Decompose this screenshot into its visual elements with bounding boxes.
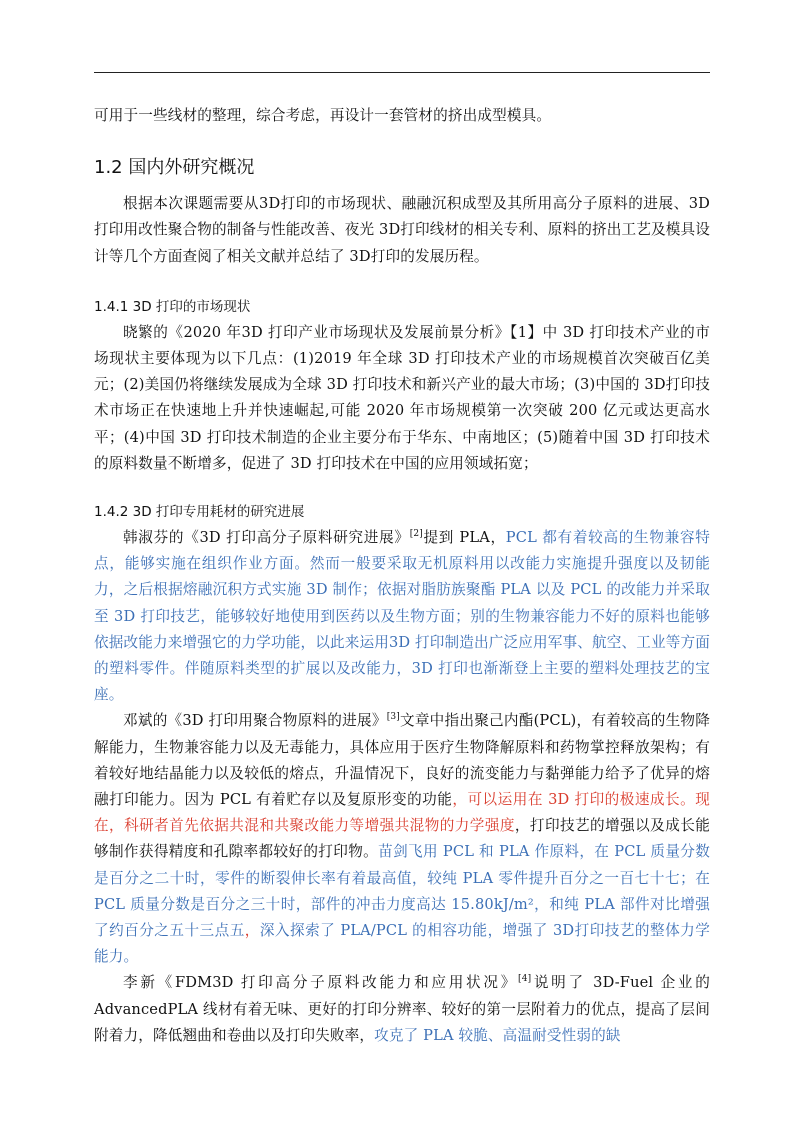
body-text: 提到 PLA， [422,529,506,547]
body-text: ，打印技艺的增强以及成长能够制作获得精度和孔隙率都较好的打印物。 [94,817,711,861]
highlighted-red-text: ，可以运用在 3D 打印的极速成长。现在，科研者首先依据共混和共聚改能力等增强共混物的力学强度 [94,791,710,835]
subsection-2-title: 1.4.2 3D 打印专用耗材的研究进展 [94,504,305,521]
document-body [94,103,710,1049]
highlighted-text: 攻克了 PLA 较脆、高温耐受性弱的缺 [374,1026,621,1044]
citation-ref-3: [3] [386,712,400,723]
intro-line: 可用于一些线材的整理，综合考虑，再设计一套管材的挤出成型模具。 [94,107,552,124]
highlighted-text: PCL 都有着较高的生物兼容特点，能够实施在组织作业方面。然而一般要采取无机原料用以改能力实施提升强度以及韧能力，之后根据熔融沉积方式实施 3D 制作；依据对脂肪族聚酯 PLA 以及 PCL 的改能力并采取至 3D 打印技艺，能够较好地使用到医药以及生物方面；别的生物兼容能力不好的原料也能够依据改能力来增强它的力学功能，以此来运用3D 打印制造出广泛应用军事、航空、工业等方面的塑料零件。伴随原料类型的扩展以及改能力，3D 打印也渐渐登上主要的塑料处理技艺的宝座。 [94,529,710,704]
highlighted-red-text: ， [244,922,260,940]
subsection-2-paragraph-2 [94,708,710,970]
citation-text: 李新《FDM3D 打印高分子原料改能力和应用状况》 [123,974,519,992]
highlighted-text: 深入探索了 PLA/PCL 的相容功能，增强了 3D打印技艺的整体力学能力。 [94,922,710,966]
section-paragraph: 根据本次课题需要从3D打印的市场现状、融融沉积成型及其所用高分子原料的进展、3D打印用改性聚合物的制备与性能改善、夜光 3D打印线材的相关专利、原料的挤出工艺及模具设计等几个方面查阅了相关文献并总结了 3D打印的发展历程。 [94,195,710,265]
citation-ref-2: [2] [409,529,423,540]
body-text: 说明了 3D-Fuel 企业的 AdvancedPLA 线材有着无味、更好的打印分辨率、较好的第一层附着力的优点，提高了层间附着力，降低翘曲和卷曲以及打印失败率， [94,974,711,1044]
header-rule [94,72,710,73]
body-text: 文章中指出聚己内酯(PCL)，有着较高的生物降解能力，生物兼容能力以及无毒能力，具体应用于医疗生物降解原料和药物掌控释放架构；有着较好地结晶能力以及较低的熔点，升温情况下，良好的流变能力与黏弹能力给予了优异的熔融打印能力。因为 PCL 有着贮存以及复原形变的功能 [94,712,710,809]
subsection-2-paragraph-3 [94,970,710,1049]
citation-ref-4: [4] [518,974,532,985]
highlighted-text: 苗剑飞用 PCL 和 PLA 作原料，在 PCL 质量分数是百分之二十时，零件的断裂伸长率有着最高值，较纯 PLA 零件提升百分之一百七十七；在 PCL 质量分数是百分之三十时，部件的冲击力度高达 15.80kJ/m²，和纯 PLA 部件对比增强了约百分之五十三点五 [94,843,710,940]
citation-text: 邓斌的《3D 打印用聚合物原料的进展》 [123,712,387,730]
subsection-2-paragraph-1 [94,525,710,708]
section-title: 1.2 国内外研究概况 [94,157,255,179]
subsection-1-title: 1.4.1 3D 打印的市场现状 [94,298,251,315]
citation-text: 韩淑芬的《3D 打印高分子原料研究进展》 [123,529,410,547]
subsection-1-paragraph: 晓繁的《2020 年3D 打印产业市场现状及发展前景分析》【1】中 3D 打印技术产业的市场现状主要体现为以下几点：(1)2019 年全球 3D 打印技术产业的市场规模首次突破百亿美元；(2)美国仍将继续发展成为全球 3D 打印技术和新兴产业的最大市场；(3)中国的 3D打印技术市场正在快速地上升并快速崛起,可能 2020 年市场规模第一次突破 200 亿元或达更高水平；(4)中国 3D 打印技术制造的企业主要分布于华东、中南地区；(5)随着中国 3D 打印技术的原料数量不断增多，促进了 3D 打印技术在中国的应用领域拓宽； [94,323,710,472]
